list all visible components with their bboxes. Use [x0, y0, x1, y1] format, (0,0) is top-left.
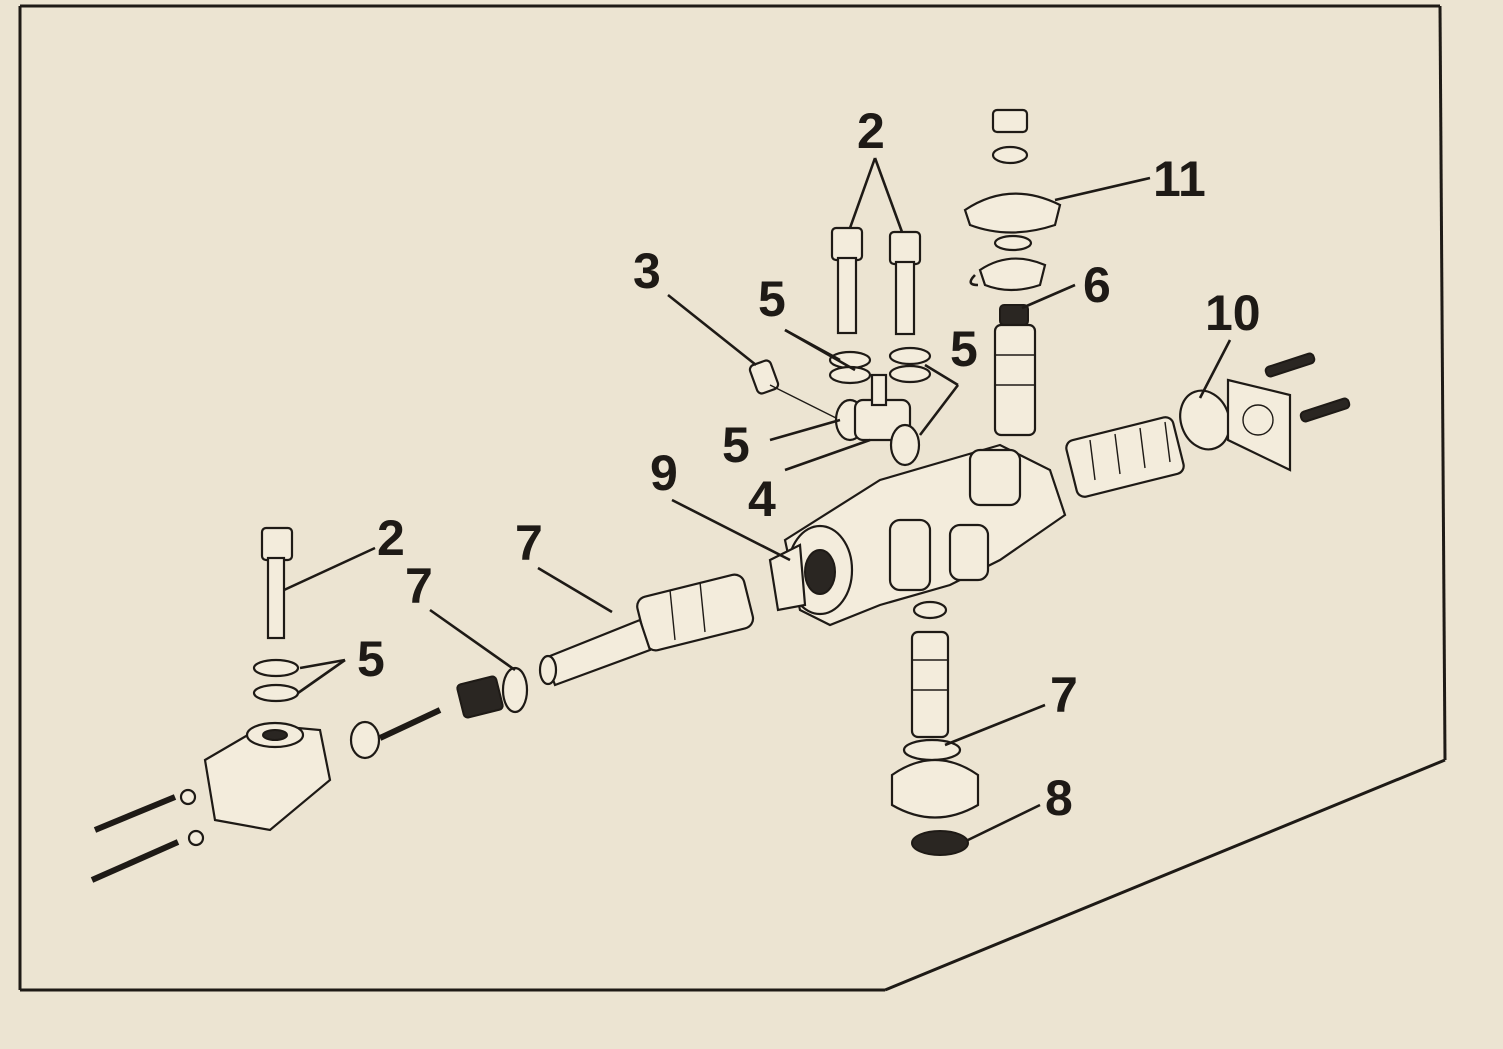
- pump-housing: [770, 445, 1065, 625]
- callout-5-upper-left: 5: [758, 271, 786, 327]
- callout-9: 9: [650, 445, 678, 501]
- callout-11: 11: [1153, 151, 1206, 207]
- callout-6: 6: [1083, 257, 1111, 313]
- valve-assembly-bottom: [892, 602, 978, 855]
- callout-7-bottom: 7: [1050, 667, 1078, 723]
- filter-and-cover-right: [1065, 353, 1351, 499]
- callout-5-left: 5: [357, 631, 385, 687]
- callout-3: 3: [633, 243, 661, 299]
- bolt-pair-top: [832, 228, 920, 334]
- cap-assembly-top: [965, 110, 1060, 435]
- callout-4: 4: [748, 471, 776, 527]
- callout-7-left: 7: [405, 558, 433, 614]
- callout-10: 10: [1205, 285, 1261, 341]
- callout-2-top: 2: [857, 103, 885, 159]
- callout-8: 8: [1045, 770, 1073, 826]
- callout-2-left: 2: [377, 510, 405, 566]
- diagram-frame: [20, 6, 1445, 990]
- callout-5-upper-right: 5: [950, 321, 978, 377]
- end-housing-left: [92, 528, 330, 880]
- callout-5-mid: 5: [722, 417, 750, 473]
- callout-7-mid: 7: [515, 515, 543, 571]
